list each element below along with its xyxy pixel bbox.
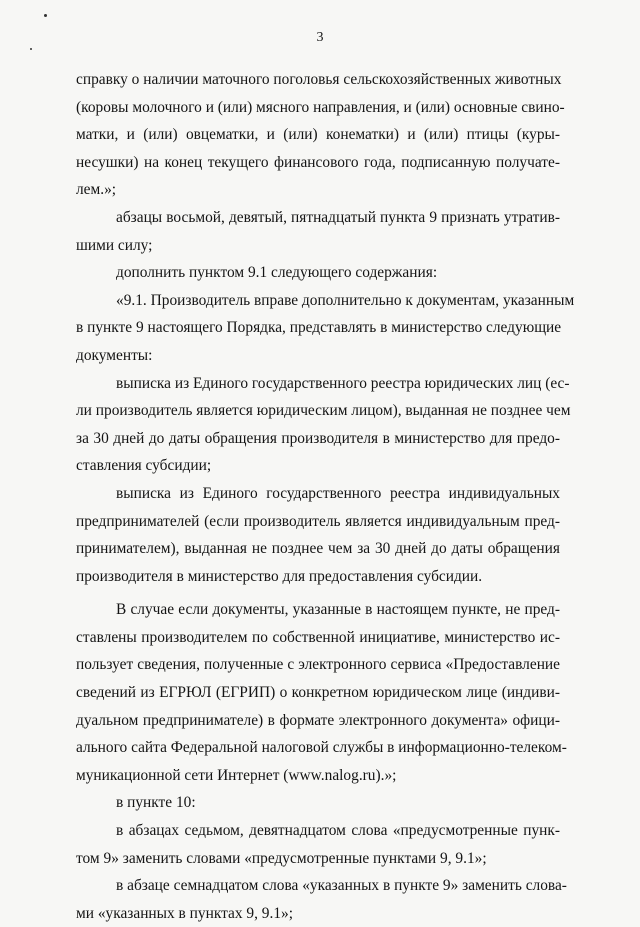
text-line: ли производитель является юридическим лицом), выданная не позднее чем [76,402,571,420]
text-line: дуальном предпринимателе) в формате электронного документа» офици- [76,711,560,729]
text-line: сведений из ЕГРЮЛ (ЕГРИП) о конкретном юридическом лице (индиви- [76,684,560,702]
text-line: принимателем), выданная не позднее чем за 30 дней до даты обращения [76,540,560,558]
text-line: в абзаце семнадцатом слова «указанных в пункте 9» заменить слова- [116,877,567,895]
text-line: ального сайта Федеральной налоговой службы в информационно-телеком- [76,739,567,757]
text-line: выписка из Единого государственного реестра индивидуальных [116,484,560,502]
text-line: в пункте 9 настоящего Порядка, представлять в министерство следующие [76,319,562,337]
text-line: производителя в министерство для предоставления субсидии. [76,567,483,585]
paragraph [76,370,571,480]
text-line: за 30 дней до даты обращения производителя в министерство для предо- [76,429,560,447]
text-line: ставления субсидии; [76,457,212,475]
paragraph [76,204,560,259]
text-line: ставлены производителем по собственной инициативе, министерство ис- [76,628,560,646]
text-line: В случае если документы, указанные в настоящем пункте, не пред- [116,601,560,619]
text-line: том 9» заменить словами «предусмотренные пунктами 9, 9.1»; [76,849,487,867]
text-line: выписка из Единого государственного реестра юридических лиц (ес- [116,374,570,392]
scan-speck [30,48,32,50]
text-line: лем.»; [76,181,117,199]
text-line: несушки) на конец текущего финансового года, подписанную получате- [76,153,560,171]
page-number: 3 [316,30,324,45]
scan-speck [44,14,47,17]
text-line: муникационной сети Интернет (www.nalog.ru).»; [76,766,397,784]
text-line: справку о наличии маточного поголовья сельскохозяйственных животных [76,71,562,88]
paragraph [76,259,560,287]
body-text [76,66,575,927]
text-line: пользует сведения, полученные с электронного сервиса «Предоставление [76,656,560,674]
paragraph [76,287,575,370]
paragraph [76,817,560,872]
text-line: в пункте 10: [116,794,196,812]
paragraph [76,596,567,789]
text-line: матки, и (или) овцематки, и (или) конематки) и (или) птицы (куры- [76,126,560,144]
text-line: в абзацах седьмом, девятнадцатом слова «предусмотренные пунк- [116,822,560,840]
text-line: документы: [76,346,153,364]
text-line: (коровы молочного и (или) мясного направления, и (или) основные свино- [76,98,565,116]
paragraph [76,789,560,817]
text-line: абзацы восьмой, девятый, пятнадцатый пункта 9 признать утратив- [116,208,560,226]
text-line: дополнить пунктом 9.1 следующего содержания: [116,264,438,282]
paragraph [76,872,567,927]
text-line: предпринимателей (если производитель является индивидуальным пред- [76,512,560,530]
paragraph [76,480,560,590]
text-line: шими силу; [76,236,153,254]
paragraph [76,66,565,204]
text-line: «9.1. Производитель вправе дополнительно к документам, указанным [116,291,575,309]
text-line: ми «указанных в пунктах 9, 9.1»; [76,904,294,922]
